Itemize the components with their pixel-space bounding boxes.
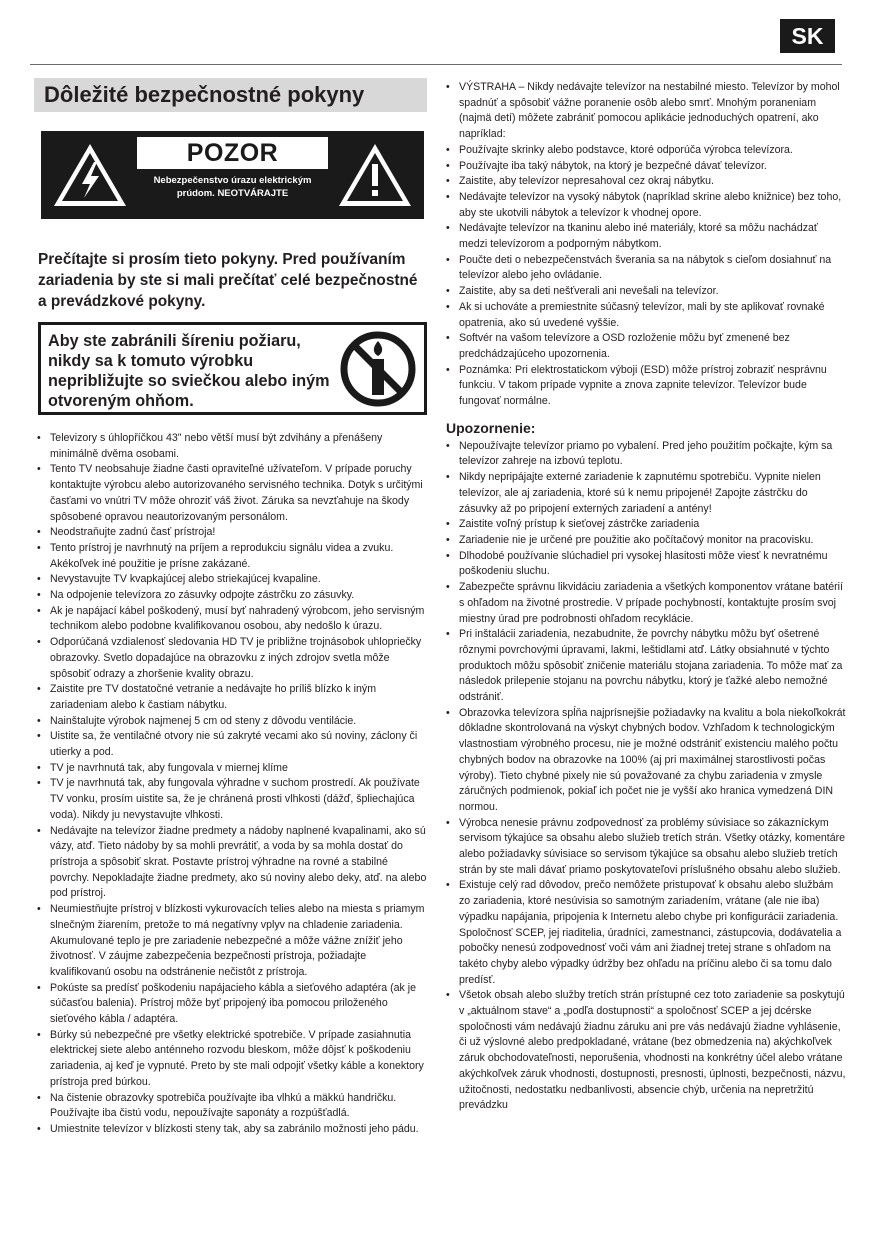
notice-heading: Upozornenie:: [446, 419, 536, 436]
list-item: • Odporúčaná vzdialenosť sledovania HD TV je približne trojnásobok uhlopriečky obrazovky. Svetlo dopadajúce na obrazovku z iných zdrojov svetla môže spôsobiť odrazy a zhoršenie kvality obrazu.: [37, 635, 427, 682]
list-item: • Ak je napájací kábel poškodený, musí byť nahradený výrobcom, jeho servisným technikom alebo podobne kvalifikovanou osobou, aby nedošlo k úrazu.: [37, 604, 427, 635]
list-item: • Existuje celý rad dôvodov, prečo nemôžete pristupovať k obsahu alebo službám zo zariadenia, ktoré nesúvisia so samotným zariadením, vrátane (ale nie iba) výpadku napájania, pripojenia k Internetu alebo chybe pri konfigurácii zariadenia. Spoločnosť SCEP, jej riaditelia, úradníci, zamestnanci, zástupcovia, dodávatelia a pobočky nenesú zodpovednosť voči vám ani žiadnej tretej strane s ohľadom na takéto chyby alebo výpadky údržby bez ohľadu na príčinu alebo či sa tomu dalo predísť.: [446, 878, 846, 988]
list-item: • Pri inštalácii zariadenia, nezabudnite, že povrchy nábytku môžu byť ošetrené rôznymi povrchovými úpravami, lakmi, leštidlami atď. Látky obsiahnuté v týchto produktoch môžu spôsobiť zničenie materiálu stojana zariadenia. To môže mať za následok prilepenie stojanu na povrchu nábytku, ktorý je ťažké alebo nemožné odstrániť.: [446, 627, 846, 706]
left-column: [34, 78, 427, 1138]
list-item: • Televizory s úhlopříčkou 43" nebo větší musí být zdvihány a přenášeny minimálně dvěma osobami.: [37, 431, 427, 462]
list-item: • Zabezpečte správnu likvidáciu zariadenia a všetkých komponentov vrátane batérií s ohľadom na životné prostredie. V prípade pochybností, kontaktujte prosím svoj miestny úrad pre podrobnosti ohľadom recyklácie.: [446, 580, 846, 627]
list-item: • Nainštalujte výrobok najmenej 5 cm od steny z dôvodu ventilácie.: [37, 714, 427, 730]
electric-shock-warning-icon: [51, 140, 129, 210]
list-item: • Softvér na vašom televízore a OSD rozloženie môžu byť zmenené bez predchádzajúceho upozornenia.: [446, 331, 846, 362]
no-open-flame-icon: [337, 329, 419, 409]
tv-stability-list: [446, 80, 846, 410]
fire-warning-box: [38, 322, 427, 415]
caution-subtitle: Nebezpečenstvo úrazu elektrickým prúdom. NEOTVÁRAJTE: [153, 175, 312, 199]
caution-title: POZOR: [137, 137, 328, 169]
intro-text: Prečítajte si prosím tieto pokyny. Pred používaním zariadenia by ste si mali prečítať celé bezpečnostné a prevádzkové pokyny.: [38, 251, 418, 310]
caution-banner: [41, 131, 424, 219]
header-divider: [30, 64, 842, 65]
exclamation-warning-icon: [336, 140, 414, 210]
list-item: • Neodstraňujte zadnú časť prístroja!: [37, 525, 427, 541]
list-item: • Dlhodobé používanie slúchadiel pri vysokej hlasitosti môže viesť k nevratnému poškodeniu sluchu.: [446, 549, 846, 580]
list-item: • Tento prístroj je navrhnutý na príjem a reprodukciu signálu videa a zvuku. Akékoľvek iné použitie je prísne zakázané.: [37, 541, 427, 572]
list-item: • Umiestnite televízor v blízkosti steny tak, aby sa zabránilo možnosti jeho pádu.: [37, 1122, 427, 1138]
list-item: • Zaistite, aby sa deti nešťverali ani nevešali na televízor.: [446, 284, 846, 300]
left-safety-list: [37, 431, 427, 1138]
language-badge: SK: [780, 19, 835, 53]
list-item: • Obrazovka televízora spĺňa najprísnejšie požiadavky na kvalitu a bola niekoľkokrát dôkladne skontrolovaná na výskyt chybných bodov. Vzhľadom k technologickým vlastnostiam výrobného procesu, nie je možné odstrániť existenciu malého počtu chybných bodov na obrazovke na 100% (aj pri maximálnej starostlivosti počas výroby). Tieto chybné pixely nie sú považované za chybu zariadenia v zmysle záručných podmienok, pokiaľ ich počet nie je vyšší ako hranica vymedzená DIN normou.: [446, 706, 846, 816]
list-item: • TV je navrhnutá tak, aby fungovala výhradne v suchom prostredí. Ak používate TV vonku, prosím uistite sa, že je chránená prosti vlhkosti (dážď, špliechajúca voda). Nikdy ju nevystavujte vlhkosti.: [37, 776, 427, 823]
list-item: • Nikdy nepripájajte externé zariadenie k zapnutému spotrebiču. Vypnite nielen televízor, ale aj zariadenia, ktoré sú k nemu pripojené! Zapojte zástrčku do zásuvky až po pripojení externých zariadení a antény!: [446, 470, 846, 517]
list-item: • Neumiestňujte prístroj v blízkosti vykurovacích telies alebo na miesta s priamym slnečným žiarením, pretože to má negatívny vplyv na chladenie zariadenia. Akumulované teplo je pre zariadenie nebezpečné a môže vážne znížiť jeho životnosť. V záujme zabezpečenia bezpečnosti prístroja, požiadajte kvalifikovanú osobu na odstránenie nečistôt z prístroja.: [37, 902, 427, 981]
list-item: • Na odpojenie televízora zo zásuvky odpojte zástrčku zo zásuvky.: [37, 588, 427, 604]
list-item: • Výrobca nenesie právnu zodpovednosť za problémy súvisiace so zákazníckym servisom týkajúce sa obsahu alebo služieb tretích strán. Všetky otázky, komentáre alebo požiadavky súvisiace so servisom týkajúce sa obsahu alebo služieb tretích strán by ste mali dávať priamo poskytovateľovi príslušného obsahu alebo služieb.: [446, 816, 846, 879]
list-item: • Používajte iba taký nábytok, na ktorý je bezpečné dávať televízor.: [446, 159, 846, 175]
list-item: • VÝSTRAHA – Nikdy nedávajte televízor na nestabilné miesto. Televízor by mohol spadnúť a spôsobiť vážne poranenie osôb alebo smrť. Mnohým poraneniam (najmä detí) môžete zabrániť pomocou aplikácie jednoduchých opatrení, ako napríklad:: [446, 80, 846, 143]
list-item: • Ak si uchováte a premiestnite súčasný televízor, mali by ste aplikovať rovnaké opatrenia, ako sú uvedené vyššie.: [446, 300, 846, 331]
list-item: • Nevystavujte TV kvapkajúcej alebo striekajúcej kvapaline.: [37, 572, 427, 588]
list-item: • Nedávajte televízor na vysoký nábytok (napríklad skrine alebo knižnice) bez toho, aby ste ukotvili nábytok a televízor k vhodnej opore.: [446, 190, 846, 221]
list-item: • Búrky sú nebezpečné pre všetky elektrické spotrebiče. V prípade zasiahnutia elektrickej siete alebo anténneho rozvodu bleskom, môže dôjsť k poškodeniu zariadenia, aj keď je vypnuté. Preto by ste mali odpojiť všetky káble a konektory prístroja pred búrkou.: [37, 1028, 427, 1091]
list-item: • Používajte skrinky alebo podstavce, ktoré odporúča výrobca televízora.: [446, 143, 846, 159]
list-item: • Zaistite voľný prístup k sieťovej zástrčke zariadenia: [446, 517, 846, 533]
caution-label: [137, 137, 328, 213]
list-item: • Poznámka: Pri elektrostatickom výboji (ESD) môže prístroj zobraziť nesprávnu funkciu. V takom prípade vypnite a znova zapnite televízor. Televízor bude fungovať normálne.: [446, 363, 846, 410]
page-title: Dôležité bezpečnostné pokyny: [44, 82, 365, 107]
list-item: • TV je navrhnutá tak, aby fungovala v miernej klíme: [37, 761, 427, 777]
list-item: • Zaistite pre TV dostatočné vetranie a nedávajte ho príliš blízko k iným zariadeniam alebo k častiam nábytku.: [37, 682, 427, 713]
list-item: • Zariadenie nie je určené pre použitie ako počítačový monitor na pracovisku.: [446, 533, 846, 549]
right-column: [446, 80, 846, 1114]
list-item: • Uistite sa, že ventilačné otvory nie sú zakryté vecami ako sú noviny, záclony či utierky a pod.: [37, 729, 427, 760]
list-item: • Tento TV neobsahuje žiadne časti opraviteľné užívateľom. V prípade poruchy kontaktujte výrobcu alebo autorizovaného servisného technika. Dotyk s určitými časťami vo vnútri TV môže ohroziť váš život. Záruka sa nevzťahuje na škody spôsobené opravou neautorizovaným personálom.: [37, 462, 427, 525]
list-item: • Pokúste sa predísť poškodeniu napájacieho kábla a sieťového adaptéra (ak je súčasťou balenia). Prístroj môže byť pripojený iba pomocou priloženého sieťového kábla / adaptéra.: [37, 981, 427, 1028]
list-item: • Nedávajte na televízor žiadne predmety a nádoby naplnené kvapalinami, ako sú vázy, atď. Tieto nádoby by sa mohli prevrátiť, a voda by sa mohla dostať do prístroja a spôsobiť skrat. Postavte prístroj výhradne na rovné a stabilné povrchy. Nepokladajte žiadne predmety, ako sú noviny alebo deky, atď. na alebo pod prístroj.: [37, 824, 427, 903]
list-item: • Nedávajte televízor na tkaninu alebo iné materiály, ktoré sa môžu nachádzať medzi televízorom a podporným nábytkom.: [446, 221, 846, 252]
list-item: • Na čistenie obrazovky spotrebiča používajte iba vlhkú a mäkkú handričku. Používajte iba čistú vodu, nepoužívajte saponáty a rozpúšťadlá.: [37, 1091, 427, 1122]
list-item: • Zaistite, aby televízor nepresahoval cez okraj nábytku.: [446, 174, 846, 190]
list-item: • Všetok obsah alebo služby tretích strán prístupné cez toto zariadenie sa poskytujú v „aktuálnom stave“ a „podľa dostupnosti“ a spoločnosť SCEP a jej dcérske spoločnosti vám nedávajú žiadnu záruku ani pre vás nedávajú žiadne vyhlásenie, či už výslovné alebo predpokladané, vrátane (bez obmedzenia na) akýchkoľvek záruk obchodovateľnosti, neporušenia, vhodnosti na konkrétny účel alebo vrátane akýchkoľvek záruk vhodnosti, dostupnosti, presnosti, úplnosti, bezpečnosti, názvu, užitočnosti, nedostatku nedbanlivosti, absencie chýb, určenia na nepretržitú prevádzku: [446, 988, 846, 1114]
list-item: • Poučte deti o nebezpečenstvách šverania sa na nábytok s cieľom dosiahnuť na televízor alebo jeho ovládanie.: [446, 253, 846, 284]
notice-list: [446, 439, 846, 1114]
fire-warning-text: Aby ste zabránili šíreniu požiaru, nikdy sa k tomuto výrobku nepribližujte so sviečkou alebo iným otvoreným ohňom.: [48, 332, 330, 410]
section-title-bar: [34, 78, 427, 112]
list-item: • Nepoužívajte televízor priamo po vybalení. Pred jeho použitím počkajte, kým sa televízor zahreje na izbovú teplotu.: [446, 439, 846, 470]
